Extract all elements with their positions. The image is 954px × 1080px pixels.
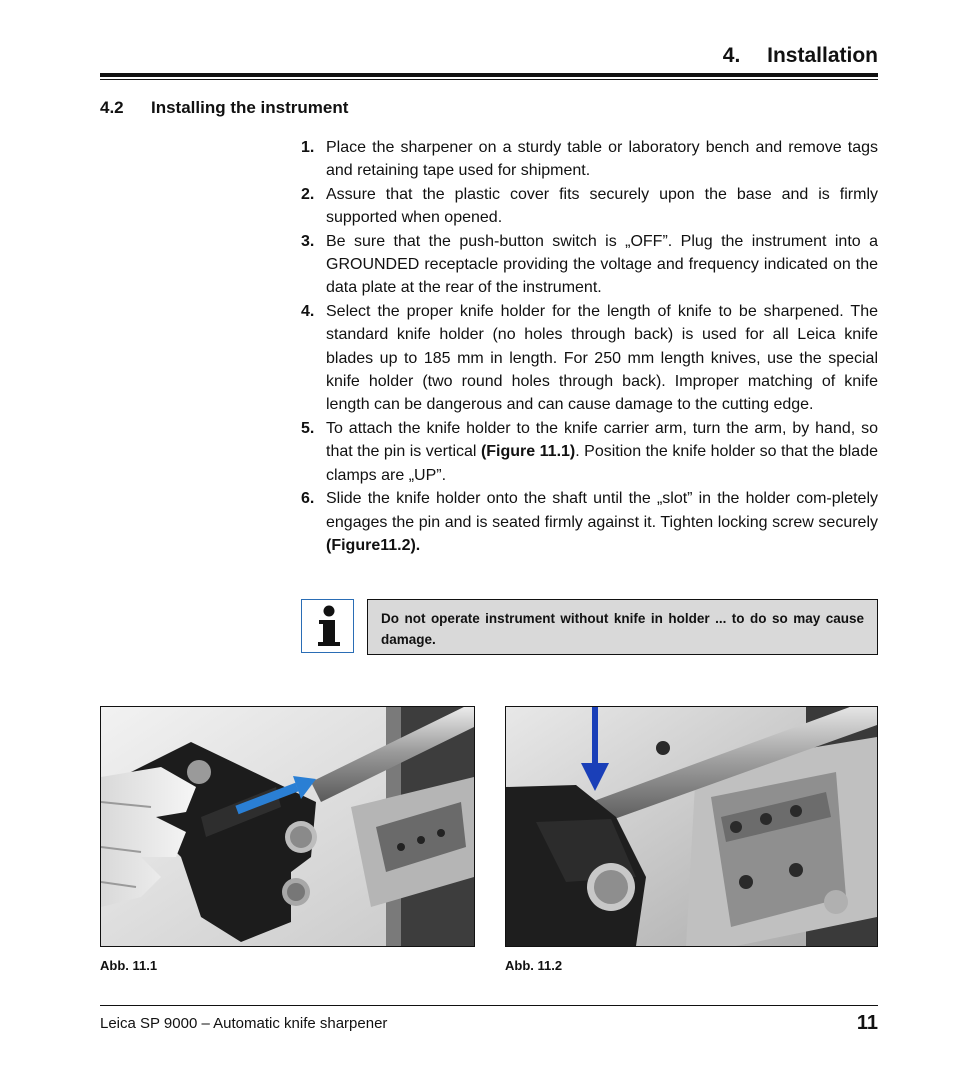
step-number: 5.: [301, 419, 315, 437]
header-rule-thin: [100, 79, 878, 80]
step-text-part: To attach the knife holder to the knife carrier arm, turn the arm, by hand, so that the pin is vertical: [326, 419, 878, 461]
step-item: [301, 136, 878, 183]
caution-note: Do not operate instrument without knife in holder ... to do so may cause damage.: [367, 599, 878, 655]
step-number: 4.: [301, 302, 315, 320]
figure-11-1-photo: [100, 706, 475, 947]
header-rule-thick: [100, 73, 878, 77]
section-heading: [100, 98, 348, 118]
step-text: Place the sharpener on a sturdy table or laboratory bench and remove tags and retaining tape used for shipment.: [326, 139, 878, 180]
figure-11-2-photo: [505, 706, 878, 947]
step-item: [301, 230, 878, 300]
section-number: 4.2: [100, 98, 124, 117]
chapter-title: 4. Installation: [722, 44, 878, 67]
step-item: [301, 487, 878, 557]
step-number: 6.: [301, 490, 315, 508]
step-item: [301, 183, 878, 230]
step-text: Assure that the plastic cover fits securely upon the base and is firmly supported when opened.: [326, 185, 878, 227]
step-number: 2.: [301, 185, 315, 203]
footer-text: Leica SP 9000 – Automatic knife sharpener: [100, 1015, 388, 1032]
step-text: [326, 487, 878, 557]
step-text: [326, 417, 878, 487]
step-number: 3.: [301, 232, 315, 250]
info-icon: [301, 599, 354, 653]
step-text: Select the proper knife holder for the length of knife to be sharpened. The standard knife holder (no holes through back) is used for all Leica knife blades up to 185 mm in length. For 250 mm length knives, use the special knife holder (two round holes through back). Improper matching of knife length can be dangerous and can cause damage to the cutting edge.: [326, 302, 878, 414]
step-text-part: . Position the knife holder so that the blade clamps are „UP”.: [326, 443, 879, 484]
figure-caption: Abb. 11.2: [505, 958, 563, 973]
step-item: [301, 417, 878, 487]
figure-reference: (Figure11.2).: [326, 536, 421, 554]
step-item: [301, 300, 878, 417]
page-number: 11: [856, 1012, 878, 1034]
step-text: Be sure that the push-button switch is „OFF”. Plug the instrument into a GROUNDED receptacle providing the voltage and frequency indicated on the data plate at the rear of the instrument.: [326, 232, 878, 297]
section-title: Installing the instrument: [151, 98, 349, 117]
installation-steps: [301, 136, 878, 557]
footer-rule: [100, 1005, 878, 1006]
figure-caption: Abb. 11.1: [100, 958, 158, 973]
step-number: 1.: [301, 139, 315, 156]
step-text-part: Slide the knife holder onto the shaft until the „slot” in the holder com-pletely engages the pin and is seated firmly against it. Tighten locking screw securely: [326, 490, 878, 531]
figure-reference: (Figure 11.1): [480, 443, 576, 461]
